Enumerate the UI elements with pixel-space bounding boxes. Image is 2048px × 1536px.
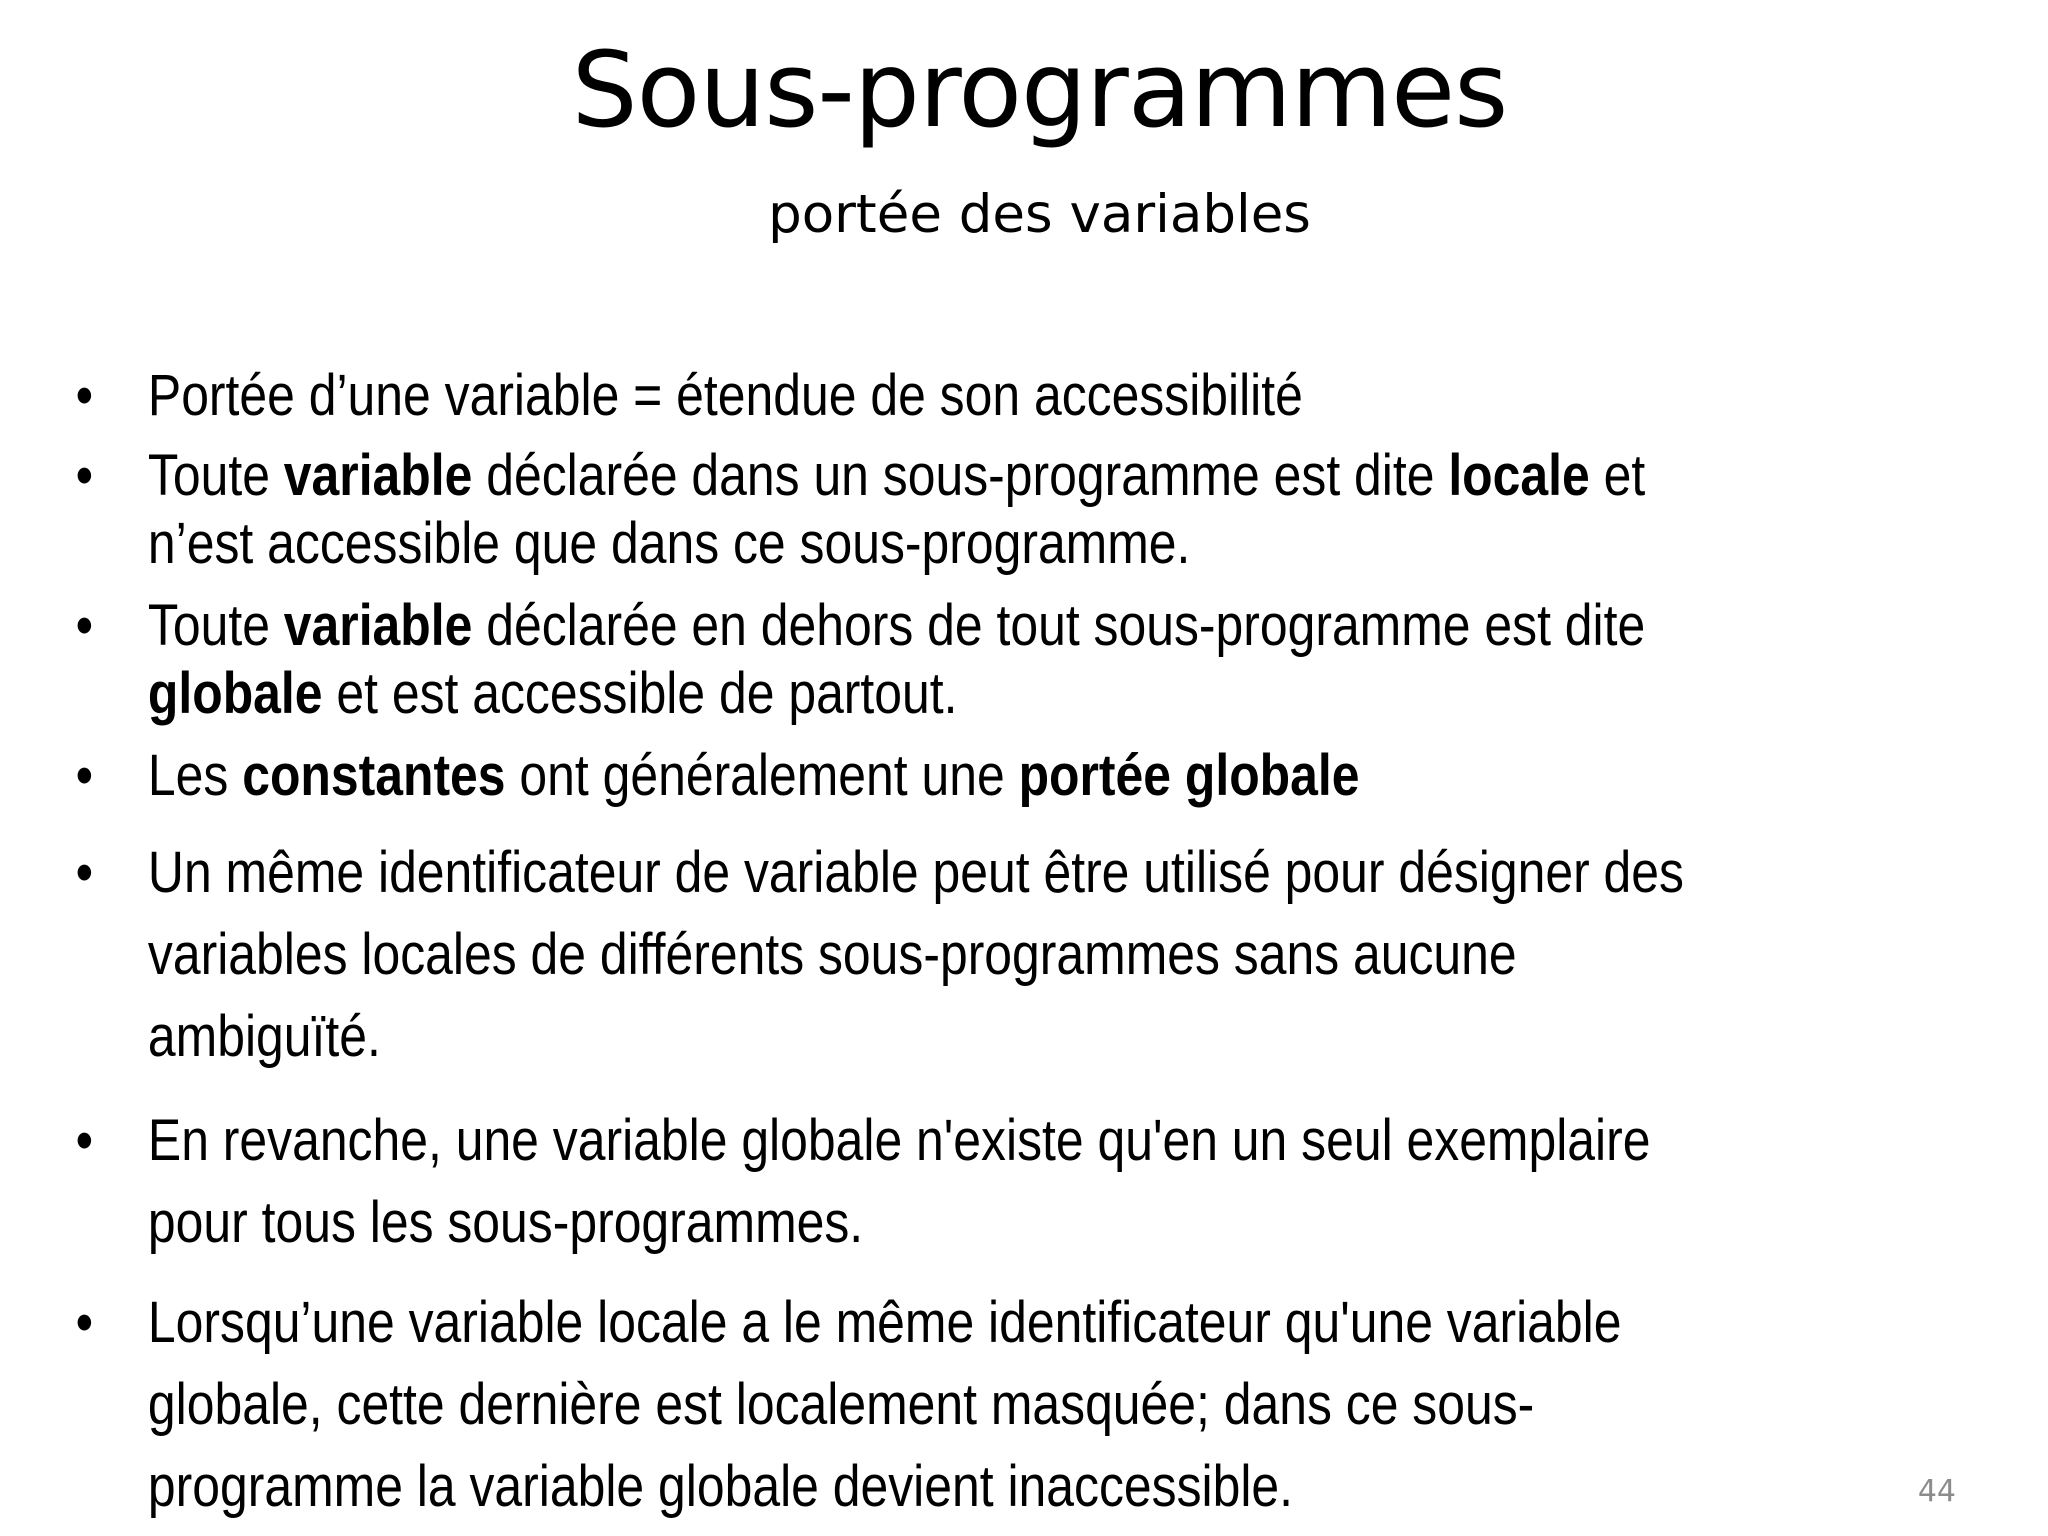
bullet-marker: • [75, 593, 94, 658]
bullet-text: Toute variable déclarée en dehors de tout sous-programme est dite globale et est accessible de partout. [147, 593, 1646, 726]
bullet-text: Toute variable déclarée dans un sous-programme est dite locale et n’est accessible que dans ce sous-programme. [147, 443, 1646, 576]
bullet-text: Lorsqu’une variable locale a le même identificateur qu'une variable globale, cette dernière est localement masquée; dans ce sous- programme la variable globale devient inaccessible. [147, 1290, 1622, 1519]
keyword-variable: variable [283, 593, 473, 658]
bullet-text: Les constantes ont généralement une portée globale [147, 743, 1360, 808]
bullet-marker: • [75, 363, 94, 428]
page-number: 44 [1917, 1474, 1956, 1509]
bullet-marker: • [75, 840, 94, 905]
keyword-variable: variable [283, 443, 473, 508]
bullet-marker: • [75, 443, 94, 508]
keyword-globale: globale [147, 661, 323, 726]
bullet-marker: • [75, 1108, 94, 1173]
bullet-text: En revanche, une variable globale n'existe qu'en un seul exemplaire pour tous les sous-programmes. [147, 1108, 1651, 1255]
keyword-portee-globale: portée globale [1018, 743, 1360, 808]
bullet-text: Portée d’une variable = étendue de son accessibilité [147, 363, 1303, 428]
bullet-text: Un même identificateur de variable peut être utilisé pour désigner des variables locales de différents sous-programmes sans aucune ambiguïté. [147, 840, 1684, 1069]
slide-title: Sous-programmes [571, 29, 1508, 151]
keyword-constantes: constantes [242, 743, 506, 808]
bullet-marker: • [75, 743, 94, 808]
keyword-locale: locale [1448, 443, 1590, 508]
slide-subtitle: portée des variables [768, 184, 1311, 245]
bullet-marker: • [75, 1290, 94, 1355]
